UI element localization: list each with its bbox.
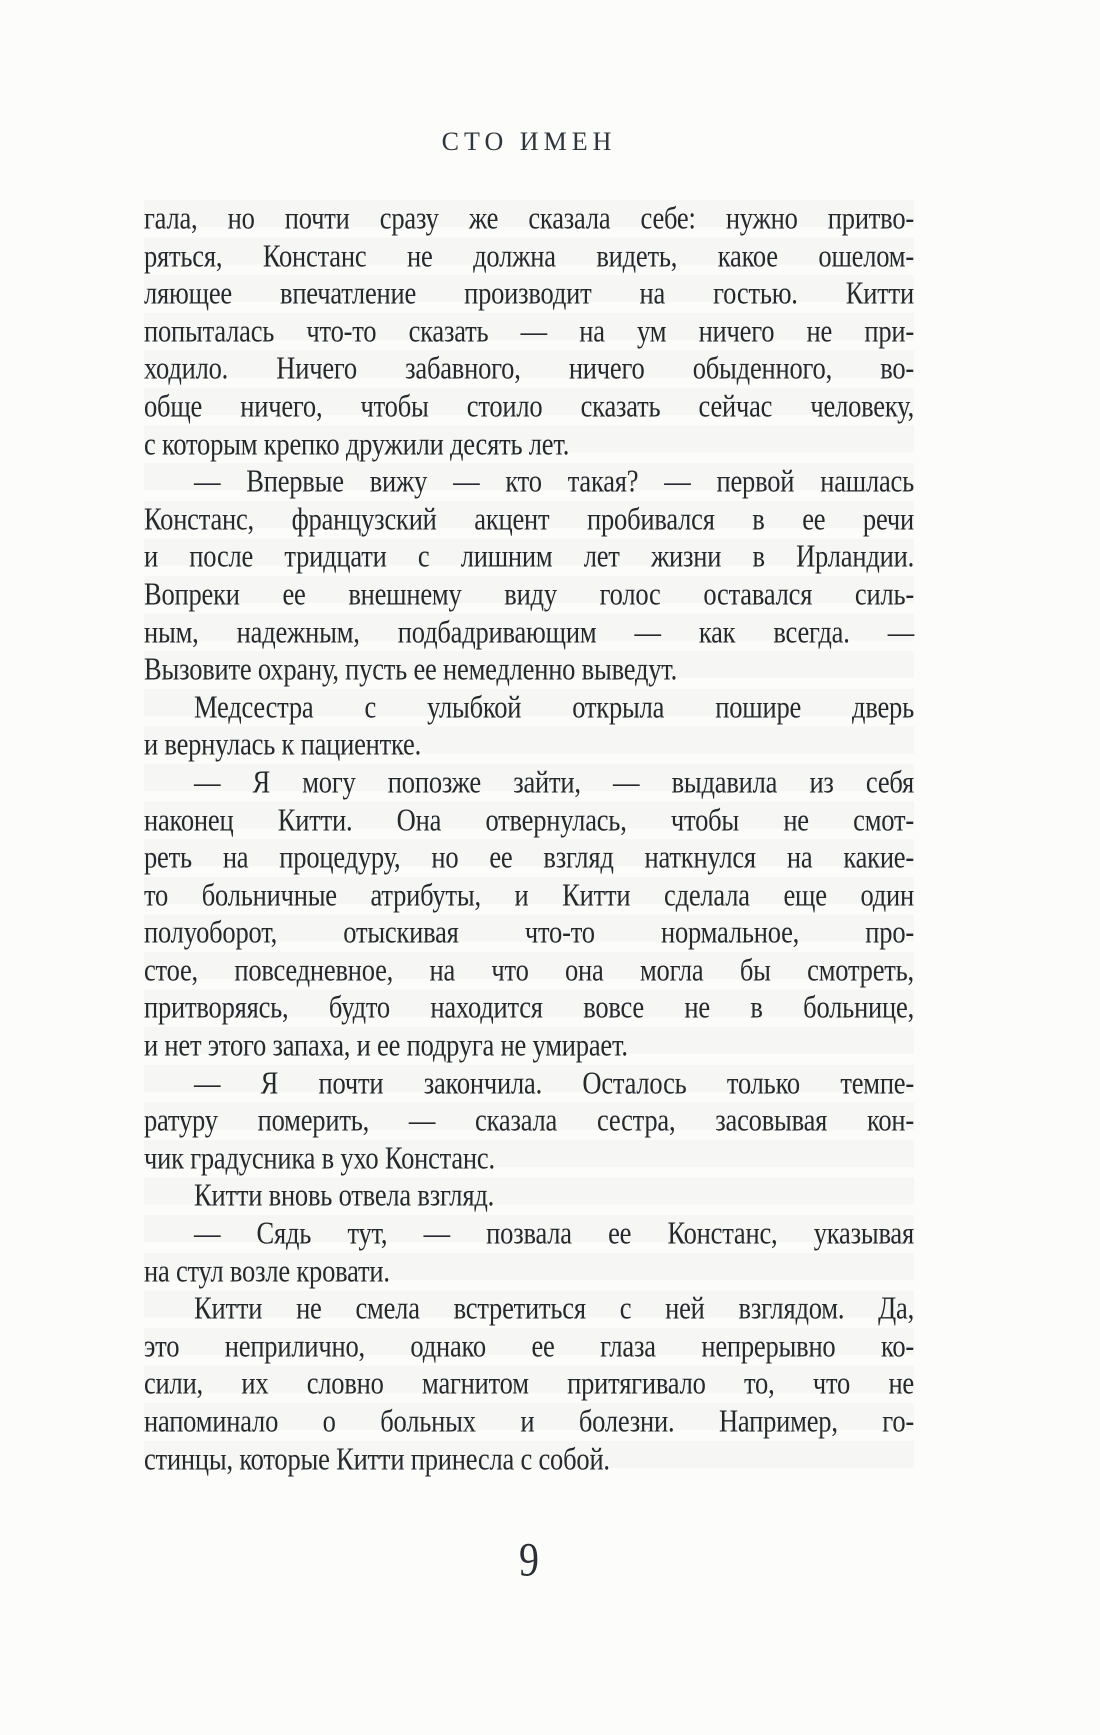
paragraph — [144, 463, 914, 689]
paragraph — [144, 200, 914, 463]
text-line: Констанс, французский акцент пробивался в ее речи — [144, 500, 914, 537]
text-line: Вызовите охрану, пусть ее немедленно выведут. — [144, 650, 678, 687]
text-line: стинцы, которые Китти принесла с собой. — [144, 1440, 610, 1477]
text-line: ным, надежным, подбадривающим — как всегда. — — [144, 613, 914, 650]
text-line: наконец Китти. Она отвернулась, чтобы не смот- — [144, 801, 914, 838]
text-line: ходило. Ничего забавного, ничего обыденного, во- — [144, 350, 914, 387]
text-line: реть на процедуру, но ее взгляд наткнулся на какие- — [144, 838, 914, 875]
page-number: 9 — [519, 1532, 539, 1587]
text-line: — Я почти закончила. Осталось только темпе- — [194, 1064, 914, 1101]
text-line: чик градусника в ухо Констанс. — [144, 1139, 495, 1176]
text-line: Китти не смела встретиться с ней взглядом. Да, — [194, 1290, 914, 1327]
text-line: гала, но почти сразу же сказала себе: нужно притво- — [144, 199, 914, 236]
paragraph — [144, 689, 914, 764]
text-line: притворяясь, будто находится вовсе не в больнице, — [144, 989, 914, 1026]
text-line: — Сядь тут, — позвала ее Констанс, указывая — [194, 1214, 914, 1251]
text-line: и вернулась к пациентке. — [144, 726, 422, 763]
running-head: СТО ИМЕН — [441, 127, 617, 156]
text-line: Медсестра с улыбкой открыла пошире дверь — [194, 688, 914, 725]
text-line: ратуру померить, — сказала сестра, засовывая кон- — [144, 1102, 914, 1139]
paragraph — [144, 764, 914, 1065]
text-line: и нет этого запаха, и ее подруга не умирает. — [144, 1026, 628, 1063]
text-line: ляющее впечатление производит на гостью. Китти — [144, 275, 914, 312]
paragraph — [144, 1290, 914, 1478]
text-line: напоминало о больных и болезни. Например, го- — [144, 1402, 914, 1439]
text-line: стое, повседневное, на что она могла бы смотреть, — [144, 951, 914, 988]
text-line: Вопреки ее внешнему виду голос оставался силь- — [144, 575, 914, 612]
paragraph — [144, 1065, 914, 1178]
text-line: и после тридцати с лишним лет жизни в Ирландии. — [144, 538, 914, 575]
text-line: — Я могу попозже зайти, — выдавила из себя — [194, 763, 914, 800]
text-line: с которым крепко дружили десять лет. — [144, 425, 570, 462]
paragraph — [144, 1177, 914, 1215]
text-line: Китти вновь отвела взгляд. — [194, 1177, 495, 1214]
text-line: это неприлично, однако ее глаза непрерывно ко- — [144, 1327, 914, 1364]
text-line: обще ничего, чтобы стоило сказать сейчас человеку, — [144, 387, 914, 424]
body-text — [144, 200, 914, 1478]
text-line: на стул возле кровати. — [144, 1252, 390, 1289]
text-line: попыталась что-то сказать — на ум ничего не при- — [144, 312, 914, 349]
text-line: — Впервые вижу — кто такая? — первой нашлась — [194, 462, 914, 499]
text-line: полуоборот, отыскивая что-то нормальное, про- — [144, 914, 914, 951]
text-line: ряться, Констанс не должна видеть, какое ошелом- — [144, 237, 914, 274]
paragraph — [144, 1215, 914, 1290]
text-line: сили, их словно магнитом притягивало то, что не — [144, 1365, 914, 1402]
text-line: то больничные атрибуты, и Китти сделала еще один — [144, 876, 914, 913]
